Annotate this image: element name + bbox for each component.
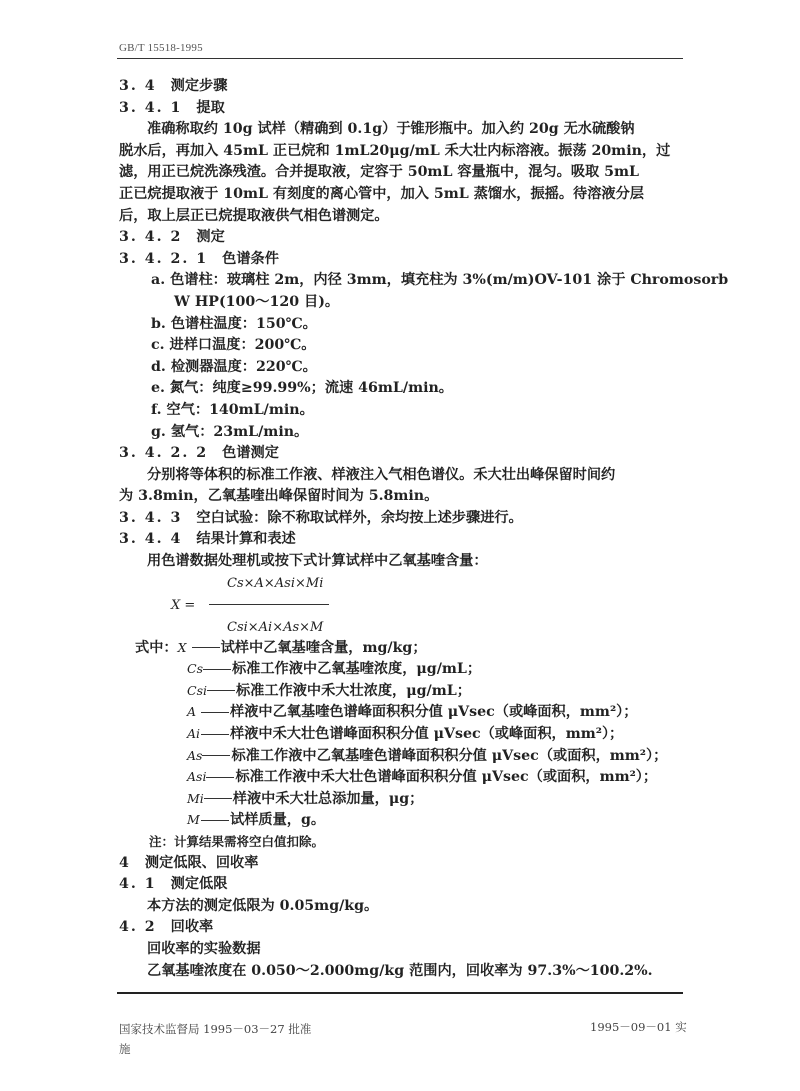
condition-item-c: c. 进样口温度：200℃。 [151, 337, 316, 354]
heading-3-4-1: 3. 4. 1 提取 [119, 99, 225, 116]
formula-lhs: X = [171, 597, 196, 613]
heading-3-4-2-1: 3. 4. 2. 1 色谱条件 [119, 250, 279, 267]
condition-item-a: a. 色谱柱：玻璃柱 2m，内径 3mm，填充柱为 3%(m/m)OV-101 涂于 Chromosorb [151, 272, 729, 289]
definition-row: Csi 标准工作液中禾大壮浓度，μg/mL； [187, 682, 471, 699]
heading-3-4-3: 3. 4. 3 空白试验：除不称取试样外，余均按上述步骤进行。 [119, 509, 523, 526]
paragraph-line: 准确称取约 10g 试样（精确到 0.1g）于锥形瓶中。加入约 20g 无水硫酸钠 [147, 121, 635, 138]
paragraph-line: 正已烷提取液于 10mL 有刻度的离心管中，加入 5mL 蒸馏水，振摇。待溶液分层 [119, 185, 644, 202]
definition-row: As 标准工作液中乙氧基喹色谱峰面积积分值 μVsec（或面积，mm²）； [187, 747, 668, 764]
definition-row: Ai 样液中禾大壮色谱峰面积积分值 μVsec（或峰面积，mm²）； [187, 726, 624, 743]
formula-intro: 用色谱数据处理机或按下式计算试样中乙氧基喹含量： [147, 553, 488, 570]
condition-item-e: e. 氮气：纯度≥99.99%；流速 46mL/min。 [151, 380, 453, 397]
heading-3-4-2: 3. 4. 2 测定 [119, 229, 225, 246]
condition-item-a-cont: W HP(100～120 目)。 [174, 293, 340, 310]
definition-row: M 试样质量，g。 [187, 812, 326, 829]
definition-row: Mi 样液中禾大壮总添加量，μg； [187, 790, 424, 807]
condition-item-f: f. 空气：140mL/min。 [151, 401, 314, 418]
heading-3-4-4: 3. 4. 4 结果计算和表述 [119, 531, 296, 548]
heading-4: 4 测定低限、回收率 [119, 854, 259, 871]
definition-row: Asi 标准工作液中禾大壮色谱峰面积积分值 μVsec（或面积，mm²）； [187, 769, 658, 786]
definition-row: A 样液中乙氧基喹色谱峰面积积分值 μVsec（或峰面积，mm²）； [187, 704, 638, 721]
document-body [119, 76, 729, 982]
heading-4-2: 4. 2 回收率 [119, 919, 214, 936]
header-rule [117, 58, 683, 59]
condition-item-b: b. 色谱柱温度：150℃。 [151, 315, 317, 332]
paragraph-line: 脱水后，再加入 45mL 正已烷和 1mL20μg/mL 禾大壮内标溶液。振荡 20min，过 [119, 142, 671, 159]
formula [119, 573, 685, 637]
heading-4-1: 4. 1 测定低限 [119, 876, 228, 893]
paragraph-line: 本方法的测定低限为 0.05mg/kg。 [147, 897, 379, 914]
paragraph-line: 分别将等体积的标准工作液、样液注入气相色谱仪。禾大壮出峰保留时间约 [147, 466, 616, 483]
paragraph-line: 乙氧基喹浓度在 0.050～2.000mg/kg 范围内，回收率为 97.3%～100.2%. [147, 962, 653, 979]
heading-3-4-2-2: 3. 4. 2. 2 色谱测定 [119, 445, 279, 462]
paragraph-line: 为 3.8min，乙氧基喹出峰保留时间为 5.8min。 [119, 488, 439, 505]
condition-item-d: d. 检测器温度：220℃。 [151, 358, 317, 375]
definition-row: Cs 标准工作液中乙氧基喹浓度，μg/mL； [187, 661, 482, 678]
paragraph-line: 后，取上层正已烷提取液供气相色谱测定。 [119, 207, 389, 224]
fraction-bar [209, 604, 329, 605]
footer-approval: 国家技术监督局 1995－03－27 批准 施 [119, 1022, 312, 1056]
condition-item-g: g. 氢气：23mL/min。 [151, 423, 309, 440]
standard-code-header: GB/T 15518-1995 [119, 42, 203, 54]
footer-implementation: 1995－09－01 实 [590, 1020, 687, 1034]
heading-3-4: 3. 4 测定步骤 [119, 78, 228, 94]
formula-denominator: Csi×Ai×As×M [227, 619, 324, 635]
note: 注：计算结果需将空白值扣除。 [149, 834, 325, 849]
footer-rule [117, 992, 683, 994]
paragraph-line: 回收率的实验数据 [147, 940, 261, 957]
definition-row: 式中：X 试样中乙氧基喹含量，mg/kg； [135, 639, 427, 656]
formula-numerator: Cs×A×Asi×Mi [227, 575, 324, 591]
paragraph-line: 滤，用正已烷洗涤残渣。合并提取液，定容于 50mL 容量瓶中，混匀。吸取 5mL [119, 164, 640, 181]
